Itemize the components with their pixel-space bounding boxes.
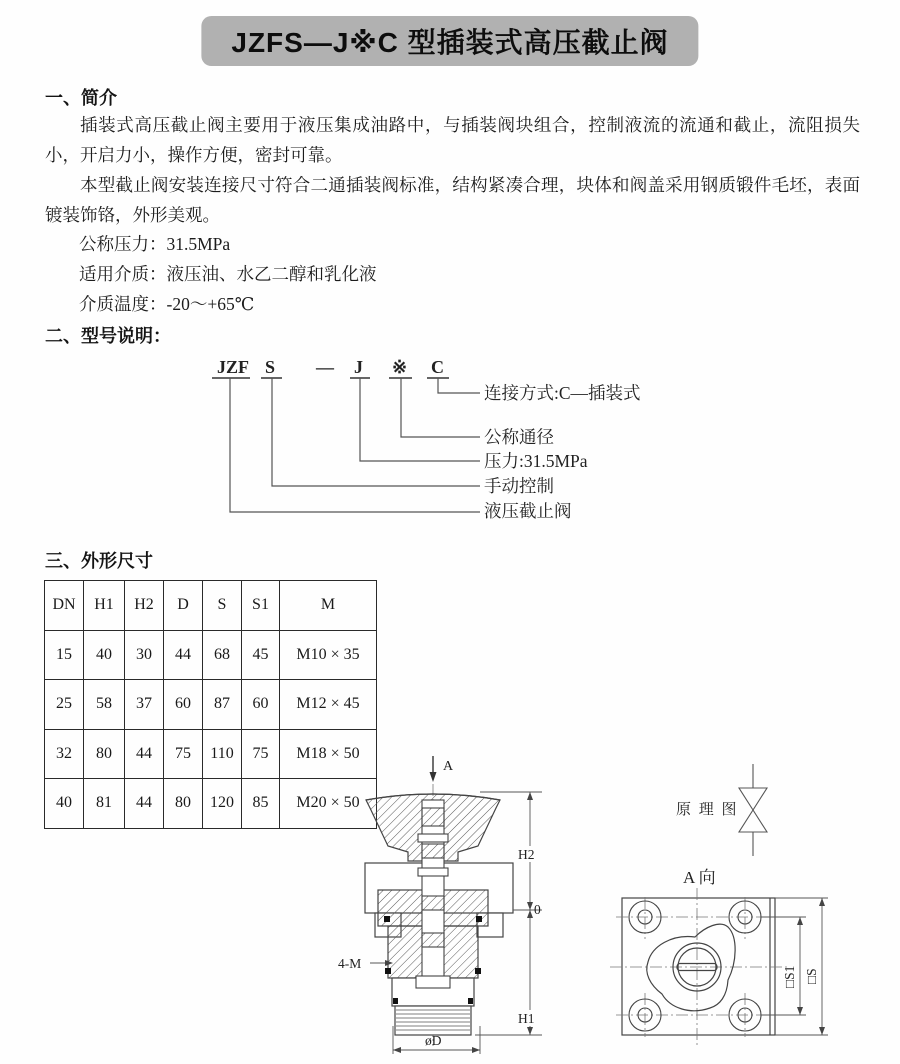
col-d: D: [164, 581, 203, 631]
table-cell: 68: [203, 630, 242, 680]
table-cell: 40: [45, 779, 84, 829]
table-cell: 45: [242, 630, 280, 680]
table-cell: 37: [125, 680, 164, 730]
dim-zero-label: 0: [534, 902, 541, 917]
table-cell: 44: [164, 630, 203, 680]
table-cell: 25: [45, 680, 84, 730]
section1-paragraph-1: 插装式高压截止阀主要用于液压集成油路中，与插装阀块组合，控制液流的流通和截止，流阻损失小，开启力小，操作方便，密封可靠。: [45, 115, 860, 165]
table-cell: 40: [84, 630, 125, 680]
dim-h1-label: H1: [518, 1011, 535, 1026]
schematic-symbol: [739, 764, 767, 856]
table-cell: M10 × 35: [280, 630, 377, 680]
dim-s-label: □S: [804, 968, 819, 984]
label-valve: 液压截止阀: [484, 501, 572, 521]
spec-list: [79, 229, 377, 319]
valve-section-drawing: [330, 748, 560, 1064]
flange-view-drawing: [598, 758, 848, 1058]
model-labels: [484, 383, 641, 521]
spec-temperature: 介质温度：-20～+65℃: [79, 294, 255, 314]
code-diameter: ※: [392, 357, 408, 377]
view-arrow: [430, 756, 455, 782]
table-row: [45, 729, 377, 779]
section1-heading: 一、简介: [45, 88, 117, 108]
table-cell: 80: [84, 729, 125, 779]
handwheel-top-view: [647, 924, 735, 1011]
label-diameter: 公称通径: [484, 427, 554, 447]
view-arrow-label: A: [443, 759, 454, 774]
code-connection: C: [431, 357, 444, 377]
section1-paragraph-2: 本型截止阀安装连接尺寸符合二通插装阀标准，结构紧凑合理，块体和阀盖采用钢质锻件毛坯，表面镀装饰铬，外形美观。: [45, 175, 860, 225]
table-cell: 85: [242, 779, 280, 829]
diameter-label: øD: [425, 1033, 442, 1048]
table-cell: 60: [242, 680, 280, 730]
label-control: 手动控制: [484, 476, 554, 496]
table-cell: 44: [125, 729, 164, 779]
table-cell: M18 × 50: [280, 729, 377, 779]
col-s1: S1: [242, 581, 280, 631]
dim-h2-label: H2: [518, 847, 535, 862]
table-cell: 75: [164, 729, 203, 779]
schematic-label: 原 理 图: [676, 802, 739, 818]
page-title: JZFS—J※C 型插装式高压截止阀: [201, 16, 698, 66]
table-cell: 120: [203, 779, 242, 829]
view-a-label: A 向: [683, 868, 716, 887]
table-cell: 87: [203, 680, 242, 730]
dim-s1-label: □S1: [782, 965, 797, 988]
table-cell: M20 × 50: [280, 779, 377, 829]
col-h1: H1: [84, 581, 125, 631]
label-connection: 连接方式:C—插装式: [484, 383, 641, 403]
table-row: [45, 630, 377, 680]
leader-lines: [230, 378, 480, 512]
code-dash: —: [316, 357, 334, 377]
table-header-row: [45, 581, 377, 631]
bolt-label: 4-M: [338, 956, 362, 971]
table-cell: 75: [242, 729, 280, 779]
col-s: S: [203, 581, 242, 631]
table-cell: 80: [164, 779, 203, 829]
code-series: JZF: [217, 357, 250, 377]
table-cell: 44: [125, 779, 164, 829]
table-cell: 58: [84, 680, 125, 730]
table-cell: 81: [84, 779, 125, 829]
col-m: M: [280, 581, 377, 631]
spec-pressure: 公称压力：31.5MPa: [79, 234, 231, 254]
model-codes: [217, 357, 444, 377]
section2-heading: 二、型号说明：: [45, 326, 171, 346]
table-row: [45, 779, 377, 829]
section3-heading: 三、外形尺寸: [45, 551, 153, 571]
table-cell: M12 × 45: [280, 680, 377, 730]
dimensions-table: [44, 580, 377, 829]
table-cell: 60: [164, 680, 203, 730]
bolt-callout: [338, 956, 393, 971]
table-cell: 30: [125, 630, 164, 680]
table-cell: 32: [45, 729, 84, 779]
col-dn: DN: [45, 581, 84, 631]
table-row: [45, 680, 377, 730]
code-control: S: [265, 357, 276, 377]
bolt-holes: [629, 901, 761, 1031]
col-h2: H2: [125, 581, 164, 631]
label-pressure: 压力:31.5MPa: [484, 451, 588, 471]
code-pressure: J: [354, 357, 363, 377]
spec-medium: 适用介质：液压油、水乙二醇和乳化液: [79, 264, 377, 284]
flange-centerlines: [610, 888, 790, 1047]
table-cell: 110: [203, 729, 242, 779]
s1-dimension: [761, 917, 806, 1015]
model-code-diagram: [190, 355, 720, 530]
table-cell: 15: [45, 630, 84, 680]
